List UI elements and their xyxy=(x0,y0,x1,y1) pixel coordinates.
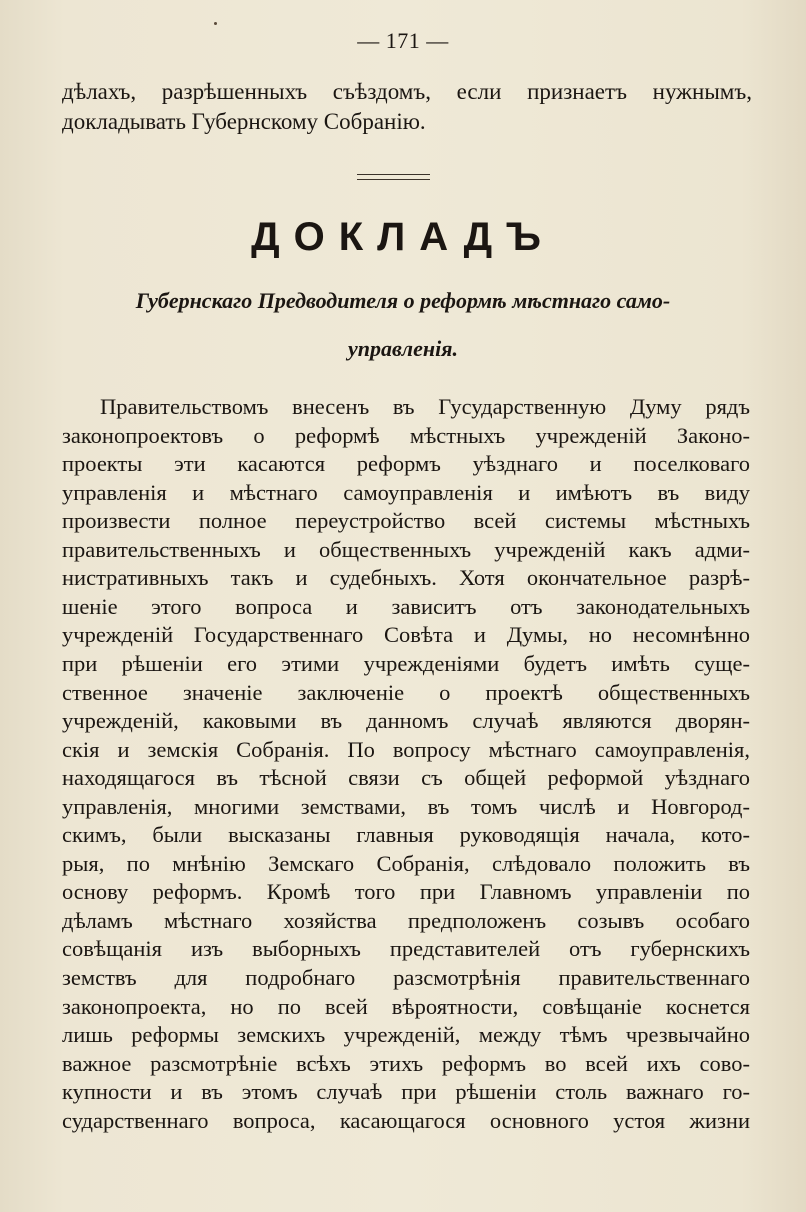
document-title: ДОКЛАДЪ xyxy=(251,215,555,259)
body-line: рыя, по мнѣнію Земскаго Собранія, слѣдовало положить въ xyxy=(62,851,750,876)
body-line: дѣламъ мѣстнаго хозяйства предположенъ созывъ особаго xyxy=(62,908,750,933)
document-subtitle-line: управленія. xyxy=(347,336,459,361)
body-line: шеніе этого вопроса и зависитъ отъ законодательныхъ xyxy=(62,594,750,619)
body-line: учрежденій Государственнаго Совѣта и Думы, но несомнѣнно xyxy=(62,622,750,647)
body-line: проекты эти касаются реформъ уѣзднаго и поселковаго xyxy=(62,451,750,476)
body-line: при рѣшеніи его этими учрежденіями будетъ имѣть суще- xyxy=(62,651,750,676)
body-line: лишь реформы земскихъ учрежденій, между тѣмъ чрезвычайно xyxy=(62,1022,750,1047)
page-number: — 171 — xyxy=(357,28,449,53)
body-line: законопроектовъ о реформѣ мѣстныхъ учрежденій Законо- xyxy=(62,423,750,448)
body-line: находящагося въ тѣсной связи съ общей реформой уѣзднаго xyxy=(62,765,750,790)
body-line: ственное значеніе заключеніе о проектѣ общественныхъ xyxy=(62,680,750,705)
ink-speck xyxy=(214,22,217,25)
body-line: управленія и мѣстнаго самоуправленія и имѣютъ въ виду xyxy=(62,480,750,505)
body-line: правительственныхъ и общественныхъ учрежденій какъ адми- xyxy=(62,537,750,562)
carryover-line: докладывать Губернскому Собранію. xyxy=(62,109,426,134)
body-line: Правительствомъ внесенъ въ Гусударственную Думу рядъ xyxy=(100,394,750,419)
body-line: управленія, многими земствами, въ томъ числѣ и Новгород- xyxy=(62,794,750,819)
body-line: законопроекта, но по всей вѣроятности, совѣщаніе коснется xyxy=(62,994,750,1019)
body-line: сударственнаго вопроса, касающагося основного устоя жизни xyxy=(62,1108,750,1133)
body-line: совѣщанія изъ выборныхъ представителей отъ губернскихъ xyxy=(62,936,750,961)
body-line: основу реформъ. Кромѣ того при Главномъ управленіи по xyxy=(62,879,750,904)
body-line: учрежденій, каковыми въ данномъ случаѣ являются дворян- xyxy=(62,708,750,733)
body-line: нистративныхъ такъ и судебныхъ. Хотя окончательное разрѣ- xyxy=(62,565,750,590)
body-line: произвести полное переустройство всей системы мѣстныхъ xyxy=(62,508,750,533)
body-line: земствъ для подробнаго разсмотрѣнія правительственнаго xyxy=(62,965,750,990)
body-line: важное разсмотрѣніе всѣхъ этихъ реформъ во всей ихъ сово- xyxy=(62,1051,750,1076)
document-subtitle-line: Губернскаго Предводителя о реформѣ мѣстнаго само- xyxy=(135,288,671,313)
body-line: купности и въ этомъ случаѣ при рѣшеніи столь важнаго го- xyxy=(62,1079,750,1104)
carryover-line: дѣлахъ, разрѣшенныхъ съѣздомъ, если признаетъ нужнымъ, xyxy=(62,79,752,104)
body-line: скія и земскія Собранія. По вопросу мѣстнаго самоуправленія, xyxy=(62,737,750,762)
body-line: скимъ, были высказаны главныя руководящія начала, кото- xyxy=(62,822,750,847)
section-divider xyxy=(357,174,430,180)
